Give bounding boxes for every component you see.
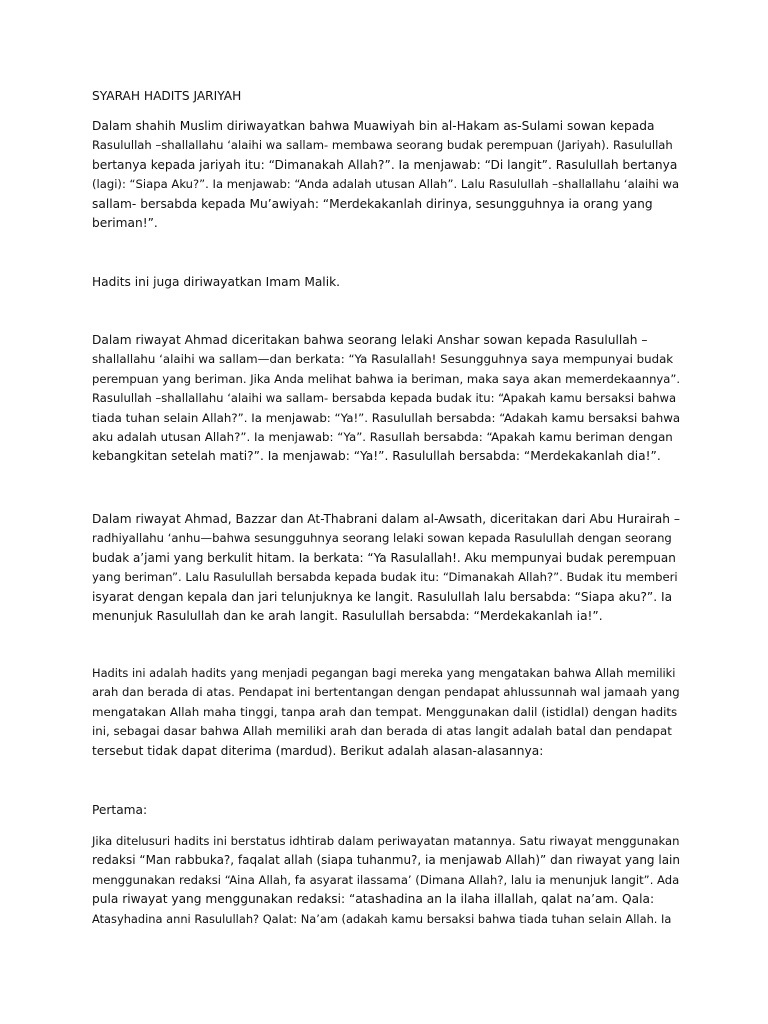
text-line: aku adalah utusan Allah?”. Ia menjawab: “Ya”. Rasullah bersabda: “Apakah kamu beriman dengan [92, 430, 673, 445]
text-line: Dalam riwayat Ahmad, Bazzar dan At-Thabrani dalam al-Awsath, diceritakan dari Abu Hurairah – [92, 512, 680, 526]
document-page [92, 0, 680, 1024]
section-heading-pertama [92, 801, 680, 820]
text-line: mengatakan Allah maha tinggi, tanpa arah dan tempat. Menggunakan dalil (istidlal) dengan hadits [92, 704, 678, 719]
text-line: arah dan berada di atas. Pendapat ini bertentangan dengan pendapat ahlussunnah wal jamaah yang [92, 685, 680, 700]
text-line: beriman!”. [92, 216, 158, 231]
text-line: menunjuk Rasulullah dan ke arah langit. Rasulullah bersabda: “Merdekakanlah ia!”. [92, 609, 603, 624]
text-line: Rasulullah –shallallahu ‘alaihi wa sallam- bersabda kepada budak itu: “Apakah kamu bersaksi bahwa [92, 391, 677, 406]
text-line: sallam- bersabda kepada Mu’awiyah: “Merdekakanlah dirinya, sesungguhnya ia orang yang [92, 196, 653, 211]
text-line: Hadits ini adalah hadits yang menjadi pegangan bagi mereka yang mengatakan bahwa Allah memiliki [92, 666, 676, 680]
text-line: Pertama: [92, 803, 148, 817]
text-line: radhiyallahu ‘anhu—bahwa sesungguhnya seorang lelaki sowan kepada Rasulullah dengan seorang [92, 531, 672, 546]
text-line: Hadits ini juga diriwayatkan Imam Malik. [92, 275, 341, 289]
text-line: kebangkitan setelah mati?”. Ia menjawab: “Ya!”. Rasulullah bersabda: “Merdekakanlah dia!”. [92, 449, 661, 464]
text-line: Rasulullah –shallallahu ‘alaihi wa sallam- membawa seorang budak perempuan (Jariyah). Rasulullah [92, 138, 673, 153]
text-line: yang beriman”. Lalu Rasulullah bersabda kepada budak itu: “Dimanakah Allah?”. Budak itu memberi [92, 570, 678, 585]
text-line: Jika ditelusuri hadits ini berstatus idhtirab dalam periwayatan matannya. Satu riwayat menggunakan [92, 834, 680, 848]
text-line: (lagi): “Siapa Aku?”. Ia menjawab: “Anda adalah utusan Allah”. Lalu Rasulullah –shallallahu ‘alaihi wa [92, 177, 680, 192]
text-line: perempuan yang beriman. Jika Anda melihat bahwa ia beriman, maka saya akan memerdekaannya”. [92, 371, 681, 386]
paragraph-muslim-narration [92, 117, 680, 233]
paragraph-ahmad-narration [92, 331, 680, 467]
text-line: tersebut tidak dapat diterima (mardud). Berikut adalah alasan-alasannya: [92, 743, 544, 758]
text-line: redaksi “Man rabbuka?, faqalat allah (siapa tuhanmu?, ia menjawab Allah)” dan riwayat yang lain [92, 853, 680, 868]
paragraph-imam-malik [92, 273, 680, 292]
text-line: ini, sebagai dasar bahwa Allah memiliki arah dan berada di atas langit adalah batal dan pendapat [92, 724, 672, 739]
text-line: isyarat dengan kepala dan jari telunjuknya ke langit. Rasulullah lalu bersabda: “Siapa aku?”. Ia [92, 589, 673, 604]
text-line: tiada tuhan selain Allah?”. Ia menjawab: “Ya!”. Rasulullah bersabda: “Adakah kamu bersaksi bahwa [92, 410, 681, 425]
text-line: shallallahu ‘alaihi wa sallam—dan berkata: “Ya Rasulallah! Sesungguhnya saya mempunyai budak [92, 352, 674, 367]
paragraph-abu-hurairah-narration [92, 510, 680, 626]
text-line: budak a’jami yang berkulit hitam. Ia berkata: “Ya Rasulallah!. Aku mempunyai budak perempuan [92, 550, 676, 565]
paragraph-idhtirab [92, 832, 680, 929]
paragraph-analysis [92, 664, 680, 761]
text-line: bertanya kepada jariyah itu: “Dimanakah Allah?”. Ia menjawab: “Di langit”. Rasulullah bertanya [92, 157, 678, 172]
text-line: Dalam riwayat Ahmad diceritakan bahwa seorang lelaki Anshar sowan kepada Rasulullah – [92, 333, 648, 347]
text-line: pula riwayat yang menggunakan redaksi: “atashadina an la ilaha illallah, qalat na’am. Qala: [92, 892, 655, 907]
text-line: Atasyhadina anni Rasulullah? Qalat: Na’am (adakah kamu bersaksi bahwa tiada tuhan selain Allah. Ia [92, 911, 672, 926]
document-title: SYARAH HADITS JARIYAH [92, 89, 242, 103]
text-line: Dalam shahih Muslim diriwayatkan bahwa Muawiyah bin al-Hakam as-Sulami sowan kepada [92, 119, 655, 133]
text-line: menggunakan redaksi “Aina Allah, fa asyarat ilassama’ (Dimana Allah?, lalu ia menunjuk langit”. Ada [92, 872, 680, 887]
